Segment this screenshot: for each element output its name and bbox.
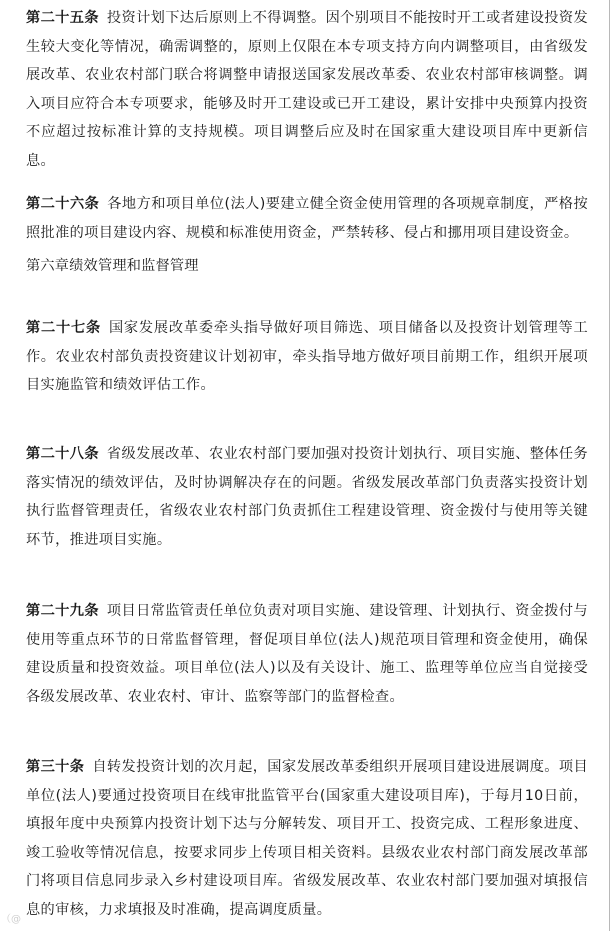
page-edge-divider: [609, 0, 610, 931]
article-heading: 第二十七条: [26, 320, 101, 336]
watermark: （@: [1, 914, 21, 925]
article-28: [26, 440, 588, 554]
article-text: 自转发投资计划的次月起，国家发展改革委组织开展项目建设进展调度。项目单位(法人)要通过投资项目在线审批监管平台(国家重大建设项目库)，于每月10日前，填报年度中央预算内投资计划下达与分解转发、项目开工、投资完成、工程形象进度、竣工验收等情况信息，按要求同步上传项目相关资料。县级农业农村部门商发展改革部门将项目信息同步录入乡村建设项目库。省级发展改革、农业农村部门要加强对填报信息的审核，力求填报及时准确，提高调度质量。: [26, 759, 588, 918]
article-text: 各地方和项目单位(法人)要建立健全资金使用管理的各项规章制度，严格按照批准的项目建设内容、规模和标准使用资金，严禁转移、侵占和挪用项目建设资金。: [26, 196, 588, 241]
article-27: [26, 314, 588, 400]
article-heading: 第二十六条: [26, 196, 100, 212]
article-text: 项目日常监管责任单位负责对项目实施、建设管理、计划执行、资金拨付与使用等重点环节的日常监督管理，督促项目单位(法人)规范项目管理和资金使用，确保建设质量和投资效益。项目单位(法人)以及有关设计、施工、监理等单位应当自觉接受各级发展改革、农业农村、审计、监察等部门的监督检查。: [26, 603, 588, 705]
article-heading: 第二十五条: [26, 10, 99, 26]
article-30: [26, 753, 588, 924]
chapter-title: 第六章绩效管理和监督管理: [26, 258, 199, 274]
article-25: [26, 4, 588, 175]
article-heading: 第二十九条: [26, 603, 99, 619]
article-26: [26, 190, 588, 247]
article-text: 国家发展改革委牵头指导做好项目筛选、项目储备以及投资计划管理等工作。农业农村部负责投资建议计划初审，牵头指导地方做好项目前期工作，组织开展项目实施监管和绩效评估工作。: [26, 320, 588, 393]
article-text: 投资计划下达后原则上不得调整。因个别项目不能按时开工或者建设投资发生较大变化等情况，确需调整的，原则上仅限在本专项支持方向内调整项目，由省级发展改革、农业农村部门联合将调整申请报送国家发展改革委、农业农村部审核调整。调入项目应符合本专项要求，能够及时开工建设或已开工建设，累计安排中央预算内投资不应超过按标准计算的支持规模。项目调整后应及时在国家重大建设项目库中更新信息。: [26, 10, 588, 169]
article-text: 省级发展改革、农业农村部门要加强对投资计划执行、项目实施、整体任务落实情况的绩效评估，及时协调解决存在的问题。省级发展改革部门负责落实投资计划执行监督管理责任，省级农业农村部门负责抓住工程建设管理、资金拨付与使用等关键环节，推进项目实施。: [26, 446, 588, 548]
article-heading: 第二十八条: [26, 446, 99, 462]
article-heading: 第三十条: [26, 759, 85, 775]
article-29: [26, 597, 588, 711]
